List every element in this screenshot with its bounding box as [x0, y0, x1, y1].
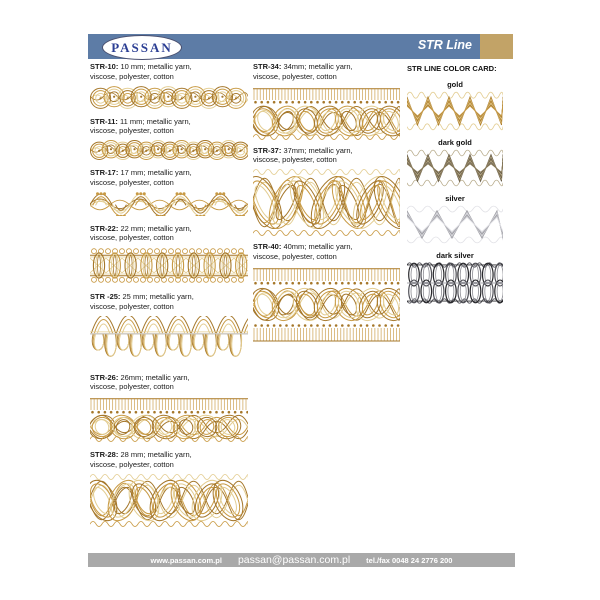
braid-sample-str-28 — [90, 474, 248, 527]
color-swatch-silver — [407, 194, 503, 244]
braid-sample-str-40 — [253, 266, 400, 343]
product-entry-str-10 — [90, 62, 248, 109]
braid-sample-str-25 — [90, 316, 248, 365]
product-code: STR-26: — [90, 372, 119, 382]
product-description: STR-28: 28 mm; metallic yarn, viscose, polyester, cotton — [90, 450, 192, 469]
footer-bar — [88, 553, 515, 567]
swatch-label: gold — [447, 80, 463, 89]
product-description: STR -25: 25 mm; metallic yarn, viscose, polyester, cotton — [90, 292, 194, 311]
product-description: STR-37: 37mm; metallic yarn, viscose, polyester, cotton — [253, 145, 353, 165]
product-description: STR-26: 26mm; metallic yarn, viscose, polyester, cotton — [90, 372, 190, 392]
braid-sample-str-26 — [90, 396, 248, 442]
footer-email[interactable]: passan@passan.com.pl — [237, 554, 351, 566]
product-entry-str-40 — [253, 242, 400, 343]
product-code: STR-40: — [253, 242, 282, 251]
product-description: STR-22: 22 mm; metallic yarn, viscose, polyester, cotton — [90, 223, 192, 243]
product-entry-str-34 — [253, 62, 400, 140]
product-entry-str-25 — [90, 292, 248, 365]
product-description: STR-10: 10 mm; metallic yarn, viscose, polyester, cotton — [90, 62, 192, 81]
color-swatch-gold — [407, 80, 503, 131]
braid-swatch-silver — [407, 205, 503, 244]
product-code: STR-10: — [90, 62, 119, 71]
braid-swatch-dark-silver — [407, 262, 503, 304]
product-entry-str-22 — [90, 224, 248, 285]
footer-phone: tel./fax 0048 24 2776 200 — [366, 555, 453, 565]
product-column-left — [90, 62, 248, 535]
product-code: STR-34: — [253, 62, 282, 71]
product-code: STR-37: — [253, 145, 282, 155]
header-bar — [88, 34, 480, 59]
product-code: STR-22: — [90, 223, 119, 233]
product-code: STR-28: — [90, 450, 119, 459]
product-entry-str-11 — [90, 117, 248, 161]
swatch-label: silver — [445, 194, 465, 203]
header-accent-block — [480, 34, 513, 59]
braid-swatch-dark-gold — [407, 149, 503, 187]
braid-sample-str-22 — [90, 247, 248, 284]
footer-website[interactable]: www.passan.com.pl — [150, 555, 222, 565]
braid-sample-str-17 — [90, 192, 248, 216]
logo-text: PASSAN — [111, 39, 173, 55]
product-code: STR -25: — [90, 292, 121, 301]
color-card-title: STR LINE COLOR CARD: — [407, 64, 497, 73]
braid-sample-str-10 — [90, 86, 248, 109]
braid-sample-str-34 — [253, 86, 400, 140]
product-description: STR-11: 11 mm; metallic yarn, viscose, polyester, cotton — [90, 116, 191, 136]
braid-sample-str-37 — [253, 169, 400, 236]
product-description: STR-34: 34mm; metallic yarn, viscose, polyester, cotton — [253, 62, 353, 81]
product-entry-str-28 — [90, 450, 248, 527]
color-swatch-dark-gold — [407, 138, 503, 187]
braid-sample-str-11 — [90, 140, 248, 160]
color-swatch-dark-silver — [407, 251, 503, 304]
swatch-label: dark gold — [438, 138, 472, 147]
product-column-middle — [253, 62, 400, 349]
series-title: STR Line — [417, 38, 472, 52]
product-entry-str-17 — [90, 168, 248, 216]
product-entry-str-37 — [253, 146, 400, 237]
product-description: STR-40: 40mm; metallic yarn, viscose, polyester, cotton — [253, 242, 353, 261]
color-card-column — [407, 62, 503, 311]
passan-logo — [102, 35, 182, 60]
product-description: STR-17: 17 mm; metallic yarn, viscose, polyester, cotton — [90, 168, 192, 187]
braid-swatch-gold — [407, 91, 503, 131]
product-code: STR-11: — [90, 116, 118, 126]
product-code: STR-17: — [90, 168, 119, 177]
product-entry-str-26 — [90, 373, 248, 443]
swatch-label: dark silver — [436, 251, 474, 260]
